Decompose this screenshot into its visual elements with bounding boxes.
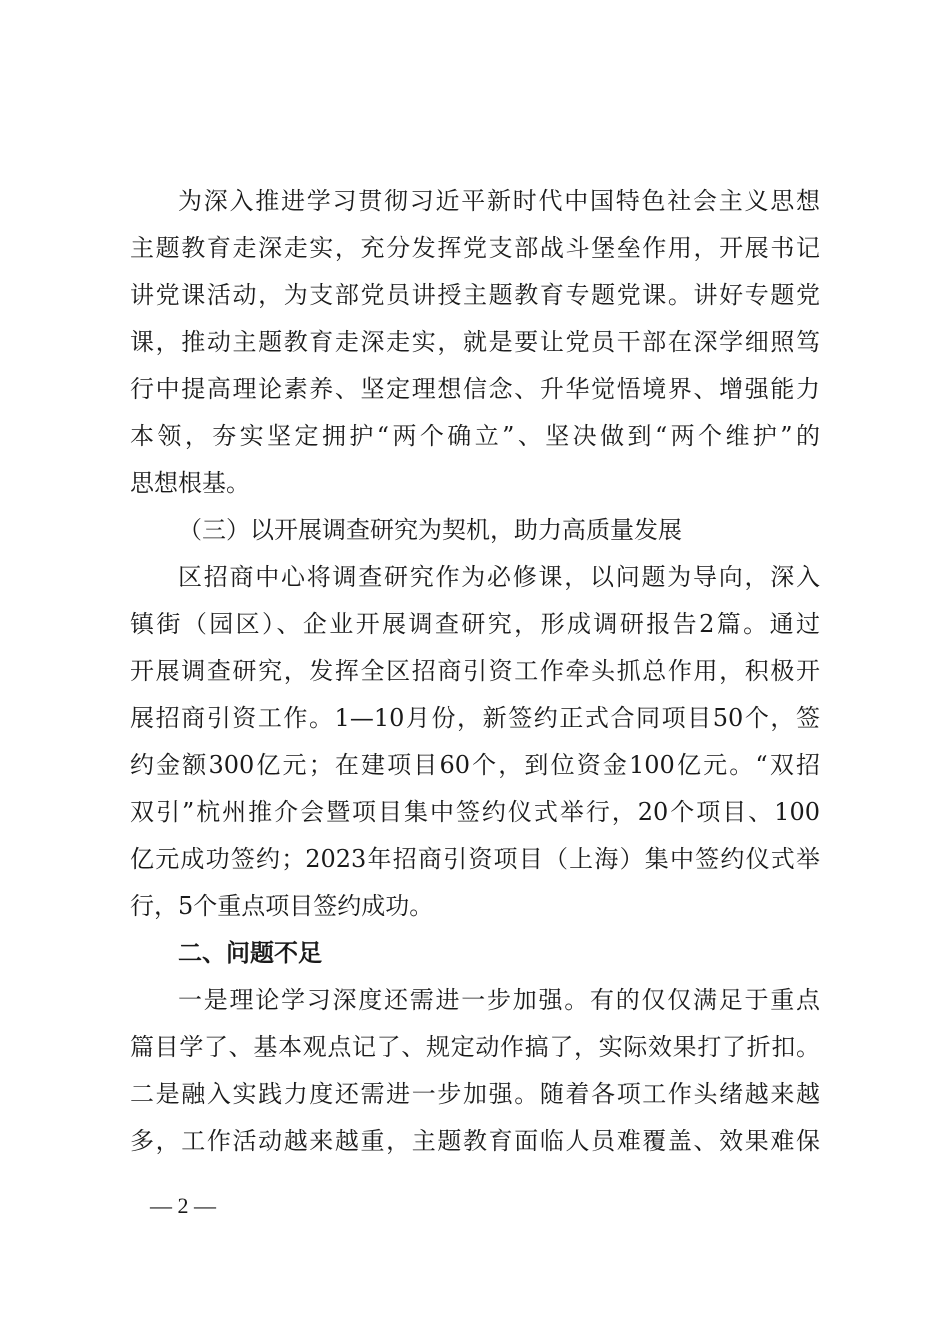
paragraph-2-line-3: 开展调查研究，发挥全区招商引资工作牵头抓总作用，积极开: [130, 657, 820, 685]
paragraph-1-line-6: 本领，夯实坚定拥护“两个确立”、坚决做到“两个维护”的: [130, 422, 820, 450]
section-heading-3: （三）以开展调查研究为契机，助力高质量发展: [178, 516, 682, 544]
paragraph-2-line-5: 约金额300亿元；在建项目60个，到位资金100亿元。“双招: [130, 751, 820, 779]
paragraph-1-line-3: 讲党课活动，为支部党员讲授主题教育专题党课。讲好专题党: [130, 281, 820, 309]
paragraph-2-line-2: 镇街（园区）、企业开展调查研究，形成调研报告2篇。通过: [130, 610, 820, 638]
paragraph-3-line-4: 多，工作活动越来越重，主题教育面临人员难覆盖、效果难保: [130, 1127, 820, 1155]
paragraph-1-line-2: 主题教育走深走实，充分发挥党支部战斗堡垒作用，开展书记: [130, 234, 820, 262]
paragraph-2-line-1: 区招商中心将调查研究作为必修课，以问题为导向，深入: [178, 563, 820, 591]
paragraph-2-line-8: 行，5个重点项目签约成功。: [130, 892, 434, 920]
section-heading-problems: 二、问题不足: [178, 938, 322, 967]
paragraph-1-line-5: 行中提高理论素养、坚定理想信念、升华觉悟境界、增强能力: [130, 375, 820, 403]
paragraph-1-line-4: 课，推动主题教育走深走实，就是要让党员干部在深学细照笃: [130, 328, 820, 356]
paragraph-2-line-4: 展招商引资工作。1—10月份，新签约正式合同项目50个，签: [130, 704, 820, 732]
paragraph-2-line-7: 亿元成功签约；2023年招商引资项目（上海）集中签约仪式举: [130, 845, 820, 873]
paragraph-3-line-2: 篇目学了、基本观点记了、规定动作搞了，实际效果打了折扣。: [130, 1033, 820, 1061]
paragraph-1-line-7: 思想根基。: [130, 469, 250, 497]
page-number: — 2 —: [150, 1193, 216, 1218]
paragraph-3-line-3: 二是融入实践力度还需进一步加强。随着各项工作头绪越来越: [130, 1080, 820, 1108]
paragraph-2-line-6: 双引”杭州推介会暨项目集中签约仪式举行，20个项目、100: [130, 798, 820, 826]
paragraph-3-line-1: 一是理论学习深度还需进一步加强。有的仅仅满足于重点: [178, 986, 820, 1014]
paragraph-1-line-1: 为深入推进学习贯彻习近平新时代中国特色社会主义思想: [178, 187, 820, 215]
